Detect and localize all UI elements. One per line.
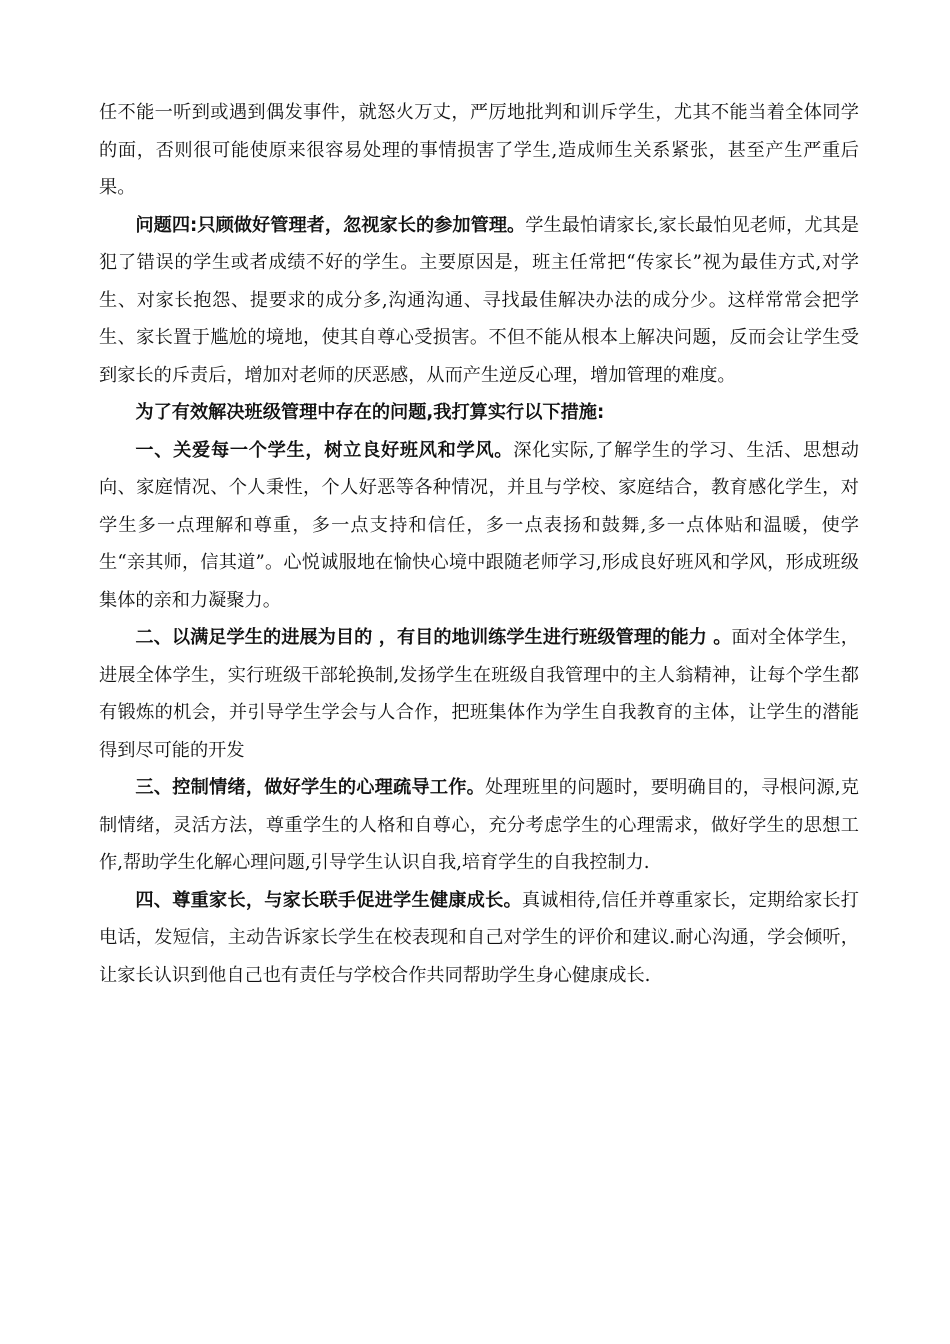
- paragraph-heading: 为了有效解决班级管理中存在的问题,我打算实行以下措施:: [135, 402, 605, 423]
- paragraph-heading: 二、以满足学生的进展为目的 ，有目的地训练学生进行班级管理的能力 。: [135, 627, 732, 648]
- paragraph-heading: 三、控制情绪，做好学生的心理疏导工作。: [135, 777, 486, 798]
- paragraph-measure-four: [99, 882, 859, 995]
- paragraph-body: 处理班里的问题时，要明确目的，寻根问源,克制情绪，灵活方法，尊重学生的人格和自尊心，充分考虑学生的心理需求，做好学生的思想工作,帮助学生化解心理问题,引导学生认识自我,培育学生的自我控制力.: [99, 777, 859, 873]
- paragraph-heading: 四、尊重家长，与家长联手促进学生健康成长。: [135, 889, 522, 911]
- paragraph-measure-two: [99, 619, 859, 769]
- paragraph-heading: 问题四:只顾做好管理者，忽视家长的参加管理。: [135, 214, 526, 236]
- paragraph-measures-intro: [99, 394, 859, 432]
- paragraph-body: 面对全体学生，进展全体学生，实行班级干部轮换制,发扬学生在班级自我管理中的主人翁精神，让每个学生都有锻炼的机会，并引导学生学会与人合作，把班集体作为学生自我教育的主体，让学生的潜能得到尽可能的开发: [99, 627, 859, 761]
- paragraph-body: 真诚相待,信任并尊重家长，定期给家长打电话，发短信，主动告诉家长学生在校表现和自己对学生的评价和建议.耐心沟通，学会倾听，让家长认识到他自己也有责任与学校合作共同帮助学生身心健康成长.: [99, 889, 859, 986]
- paragraph-continuation: [99, 94, 859, 207]
- paragraph-body: 任不能一听到或遇到偶发事件，就怒火万丈，严厉地批判和训斥学生，尤其不能当着全体同学的面，否则很可能使原来很容易处理的事情损害了学生,造成师生关系紧张，甚至产生严重后果。: [99, 102, 859, 198]
- paragraph-heading: 一、关爱每一个学生，树立良好班风和学风。: [135, 439, 514, 461]
- paragraph-measure-three: [99, 769, 859, 882]
- paragraph-problem-four: [99, 207, 859, 395]
- paragraph-body: 深化实际,了解学生的学习、生活、思想动向、家庭情况、个人秉性，个人好恶等各种情况，并且与学校、家庭结合，教育感化学生，对学生多一点理解和尊重，多一点支持和信任，多一点表扬和鼓舞,多一点体贴和温暖，使学生“亲其师，信其道”。心悦诚服地在愉快心境中跟随老师学习,形成良好班风和学风，形成班级集体的亲和力凝聚力。: [99, 439, 859, 611]
- paragraph-body: 学生最怕请家长,家长最怕见老师，尤其是犯了错误的学生或者成绩不好的学生。主要原因是，班主任常把“传家长”视为最佳方式,对学生、对家长抱怨、提要求的成分多,沟通沟通、寻找最佳解决办法的成分少。这样常常会把学生、家长置于尴尬的境地，使其自尊心受损害。不但不能从根本上解决问题，反而会让学生受到家长的斥责后，增加对老师的厌恶感，从而产生逆反心理，增加管理的难度。: [99, 214, 859, 386]
- paragraph-measure-one: [99, 432, 859, 620]
- document-page: [99, 94, 859, 994]
